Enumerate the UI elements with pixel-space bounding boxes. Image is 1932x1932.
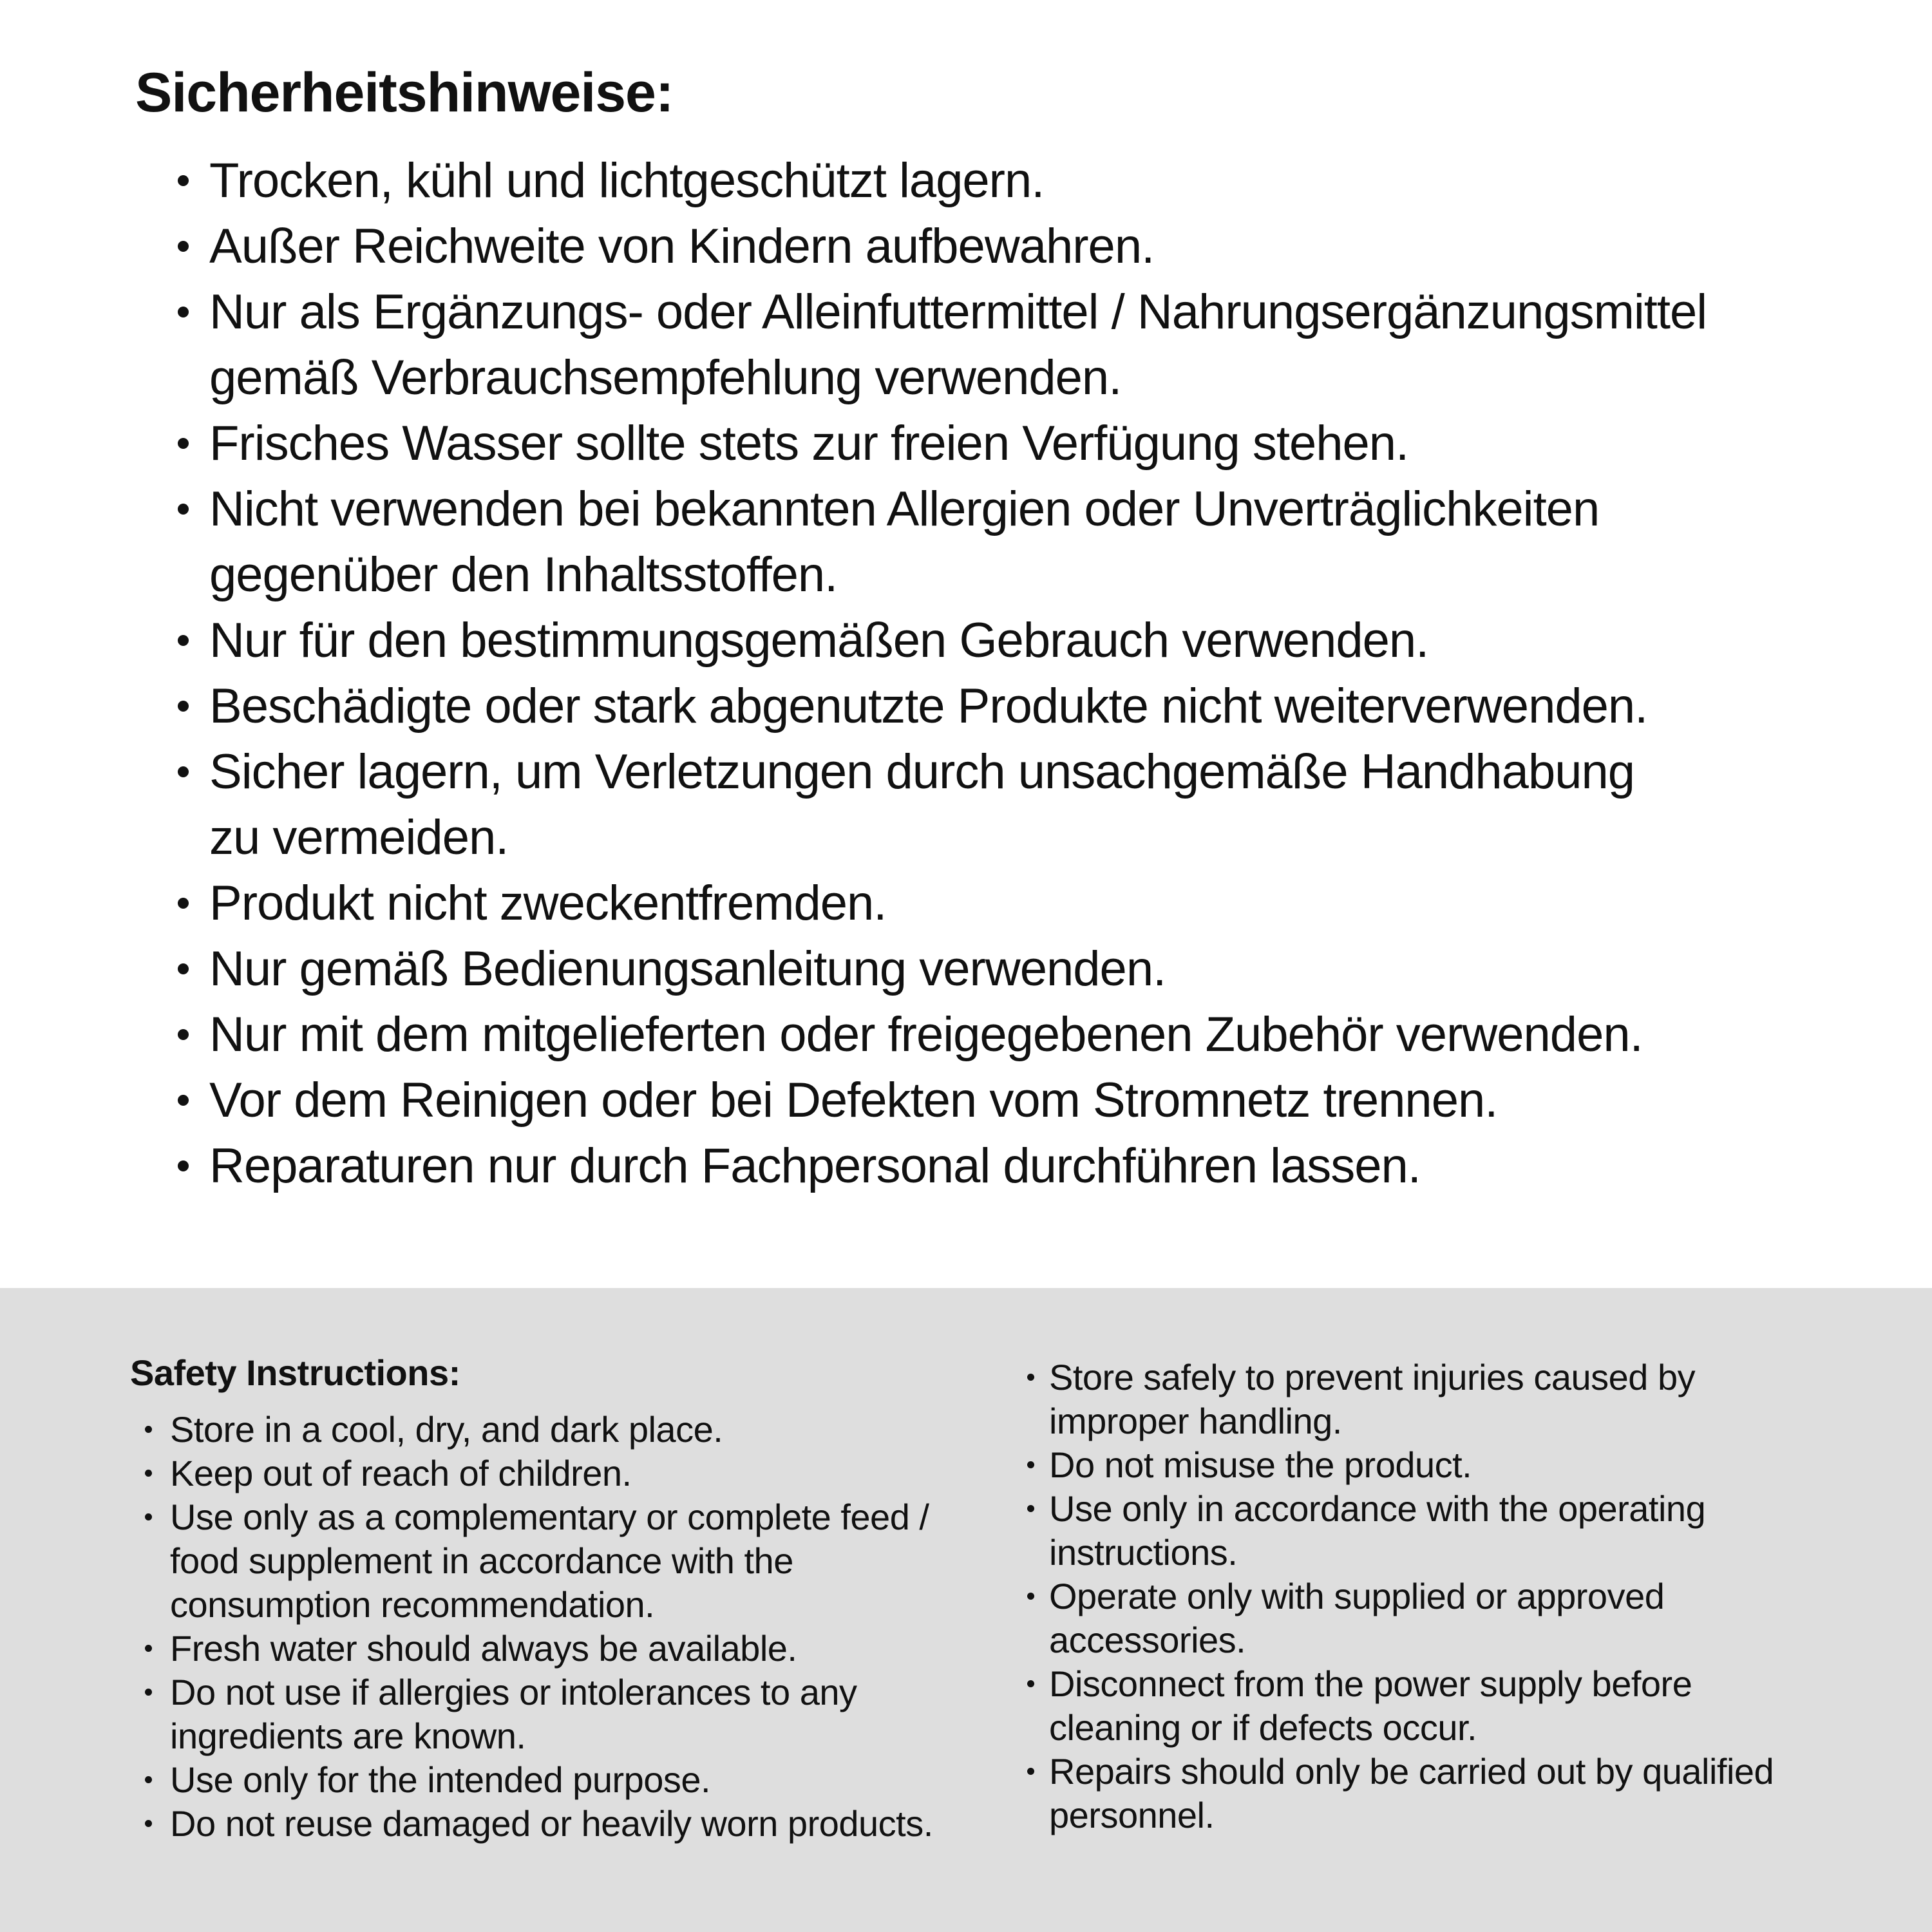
list-item-text: Nicht verwenden bei bekannten Allergien oder Unverträglichkeiten gegenüber den Inhaltsstoffen. xyxy=(209,482,1600,602)
list-item-text: Nur als Ergänzungs- oder Alleinfuttermittel / Nahrungsergänzungsmittel gemäß Verbrauchsempfehlung verwenden. xyxy=(209,285,1707,405)
list-item xyxy=(143,1627,933,1671)
list-item-text: Do not reuse damaged or heavily worn products. xyxy=(170,1803,933,1844)
bullet-dot-icon xyxy=(1027,1374,1034,1381)
list-item xyxy=(1025,1575,1774,1662)
bullet-dot-icon xyxy=(178,898,189,909)
list-item-text: Do not use if allergies or intolerances to any ingredients are known. xyxy=(170,1672,857,1756)
bullet-dot-icon xyxy=(1027,1768,1034,1775)
bullet-dot-icon xyxy=(145,1820,152,1827)
list-item-text: Use only as a complementary or complete feed / food supplement in accordance with the consumption recommendation. xyxy=(170,1497,929,1625)
bullet-dot-icon xyxy=(178,1095,189,1106)
bullet-dot-icon xyxy=(1027,1505,1034,1512)
list-item xyxy=(143,1452,933,1495)
list-item-text: Fresh water should always be available. xyxy=(170,1628,797,1669)
list-item-text: Reparaturen nur durch Fachpersonal durchführen lassen. xyxy=(209,1139,1421,1193)
bullet-dot-icon xyxy=(178,307,189,317)
bullet-dot-icon xyxy=(178,1029,189,1040)
list-item-text: Disconnect from the power supply before cleaning or if defects occur. xyxy=(1049,1663,1692,1748)
bullet-dot-icon xyxy=(178,766,189,777)
bullet-dot-icon xyxy=(145,1426,152,1433)
bullet-dot-icon xyxy=(178,963,189,974)
bullet-dot-icon xyxy=(178,175,189,186)
bullet-dot-icon xyxy=(1027,1461,1034,1468)
list-item xyxy=(143,1758,933,1802)
list-item-text: Operate only with supplied or approved accessories. xyxy=(1049,1576,1665,1660)
bullet-dot-icon xyxy=(178,635,189,646)
list-item xyxy=(143,1802,933,1846)
list-item-text: Repairs should only be carried out by qualified personnel. xyxy=(1049,1751,1774,1835)
list-item xyxy=(143,1671,933,1758)
bullet-dot-icon xyxy=(1027,1593,1034,1600)
list-item xyxy=(175,936,1707,1002)
list-item xyxy=(1025,1662,1774,1750)
list-item xyxy=(143,1408,933,1452)
german-bullet-list xyxy=(175,148,1707,1199)
list-item-text: Außer Reichweite von Kindern aufbewahren. xyxy=(209,219,1155,274)
list-item xyxy=(175,1002,1707,1068)
bullet-dot-icon xyxy=(145,1513,152,1520)
list-item-text: Nur für den bestimmungsgemäßen Gebrauch verwenden. xyxy=(209,613,1429,668)
bullet-dot-icon xyxy=(1027,1680,1034,1687)
list-item xyxy=(175,279,1707,411)
list-item-text: Store safely to prevent injuries caused by improper handling. xyxy=(1049,1357,1696,1441)
list-item xyxy=(175,608,1707,674)
list-item xyxy=(1025,1750,1774,1837)
bullet-dot-icon xyxy=(178,1160,189,1171)
list-item-text: Produkt nicht zweckentfremden. xyxy=(209,876,887,931)
bullet-dot-icon xyxy=(178,438,189,449)
german-heading: Sicherheitshinweise: xyxy=(135,62,674,124)
list-item-text: Vor dem Reinigen oder bei Defekten vom Stromnetz trennen. xyxy=(209,1073,1498,1128)
list-item xyxy=(1025,1443,1774,1487)
list-item xyxy=(175,411,1707,477)
list-item xyxy=(175,739,1707,871)
list-item-text: Nur gemäß Bedienungsanleitung verwenden. xyxy=(209,942,1166,996)
list-item-text: Use only for the intended purpose. xyxy=(170,1759,711,1800)
list-item xyxy=(143,1495,933,1627)
list-item xyxy=(175,1133,1707,1199)
list-item-text: Trocken, kühl und lichtgeschützt lagern. xyxy=(209,153,1045,208)
list-item xyxy=(1025,1487,1774,1575)
list-item-text: Frisches Wasser sollte stets zur freien Verfügung stehen. xyxy=(209,416,1409,471)
bullet-dot-icon xyxy=(145,1470,152,1477)
list-item-text: Do not misuse the product. xyxy=(1049,1444,1472,1485)
bullet-dot-icon xyxy=(145,1645,152,1652)
list-item xyxy=(175,674,1707,739)
list-item-text: Use only in accordance with the operating instructions. xyxy=(1049,1488,1706,1573)
bullet-dot-icon xyxy=(178,701,189,712)
list-item xyxy=(175,477,1707,608)
english-bullet-list-left xyxy=(143,1408,933,1846)
bullet-dot-icon xyxy=(178,241,189,252)
list-item xyxy=(175,1068,1707,1133)
list-item-text: Beschädigte oder stark abgenutzte Produkte nicht weiterverwenden. xyxy=(209,679,1648,734)
bullet-dot-icon xyxy=(178,504,189,515)
list-item-text: Nur mit dem mitgelieferten oder freigegebenen Zubehör verwenden. xyxy=(209,1007,1643,1062)
bullet-dot-icon xyxy=(145,1776,152,1783)
list-item xyxy=(175,214,1707,279)
list-item-text: Keep out of reach of children. xyxy=(170,1453,632,1493)
bullet-dot-icon xyxy=(145,1689,152,1696)
list-item xyxy=(1025,1356,1774,1443)
english-heading: Safety Instructions: xyxy=(130,1352,460,1393)
english-bullet-list-right xyxy=(1025,1356,1774,1837)
list-item-text: Store in a cool, dry, and dark place. xyxy=(170,1409,723,1450)
list-item xyxy=(175,148,1707,214)
list-item-text: Sicher lagern, um Verletzungen durch unsachgemäße Handhabung zu vermeiden. xyxy=(209,744,1635,865)
list-item xyxy=(175,871,1707,936)
